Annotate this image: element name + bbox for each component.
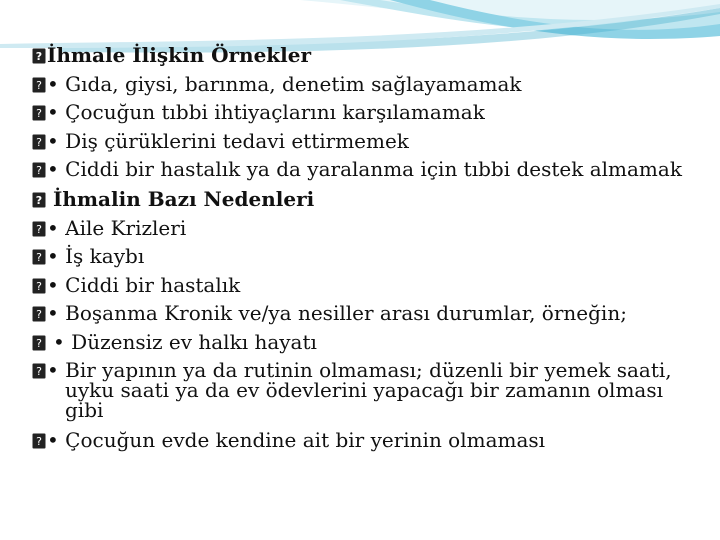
svg-text:?: ? bbox=[36, 336, 42, 350]
list-item-text: • Düzensiz ev halkı hayatı bbox=[53, 329, 317, 354]
svg-text:?: ? bbox=[36, 135, 42, 149]
list-item bbox=[32, 242, 692, 271]
missing-glyph-icon bbox=[32, 249, 46, 265]
list-item bbox=[32, 271, 692, 300]
svg-text:?: ? bbox=[36, 435, 42, 448]
list-item-text: • Gıda, giysi, barınma, denetim sağlayamamak bbox=[47, 71, 522, 96]
missing-glyph-icon bbox=[32, 363, 46, 379]
list-item-text: • İş kaybı bbox=[47, 244, 145, 268]
missing-glyph-icon bbox=[32, 77, 46, 93]
missing-glyph-icon bbox=[32, 306, 46, 322]
missing-glyph-icon bbox=[32, 162, 46, 178]
list-item-text: • Ciddi bir hastalık bbox=[47, 272, 241, 297]
list-item bbox=[32, 328, 692, 357]
svg-text:?: ? bbox=[36, 107, 42, 120]
missing-glyph-icon bbox=[32, 278, 46, 294]
list-item bbox=[32, 426, 692, 455]
missing-glyph-icon bbox=[32, 134, 46, 150]
svg-text:?: ? bbox=[36, 365, 42, 378]
missing-glyph-icon bbox=[32, 48, 46, 64]
svg-text:?: ? bbox=[35, 50, 43, 63]
list-item-text: • Diş çürüklerini tedavi ettirmemek bbox=[47, 128, 409, 153]
list-item-text: • Bir yapının ya da rutinin olmaması; düzenli bir yemek saati, uyku saati ya da ev ödevlerini yapacağı bir zamanın olması gibi bbox=[47, 358, 672, 422]
list-item bbox=[32, 185, 692, 214]
missing-glyph-icon bbox=[32, 192, 46, 208]
section-heading-neglect-causes: İhmalin Bazı Nedenleri bbox=[53, 187, 315, 211]
svg-text:?: ? bbox=[36, 222, 42, 236]
missing-glyph-icon bbox=[32, 335, 46, 351]
svg-text:?: ? bbox=[36, 164, 42, 177]
list-item bbox=[32, 98, 692, 127]
list-item bbox=[32, 127, 692, 156]
list-item-text: • Çocuğun tıbbi ihtiyaçlarını karşılamamak bbox=[47, 100, 485, 124]
list-item-text: • Çocuğun evde kendine ait bir yerinin olmaması bbox=[47, 428, 546, 452]
section-heading-neglect-examples: İhmale İlişkin Örnekler bbox=[47, 43, 312, 67]
svg-text:?: ? bbox=[36, 251, 42, 264]
content-list bbox=[32, 41, 692, 455]
svg-text:?: ? bbox=[36, 308, 42, 321]
missing-glyph-icon bbox=[32, 221, 46, 237]
list-item-text: • Aile Krizleri bbox=[47, 215, 187, 240]
svg-text:?: ? bbox=[36, 279, 42, 293]
list-item bbox=[32, 155, 692, 185]
svg-text:?: ? bbox=[36, 78, 42, 92]
missing-glyph-icon bbox=[32, 433, 46, 449]
list-item bbox=[32, 70, 692, 99]
list-item bbox=[32, 41, 692, 70]
list-item bbox=[32, 356, 692, 426]
list-item-text: • Ciddi bir hastalık ya da yaralanma için tıbbi destek almamak bbox=[47, 157, 682, 181]
svg-text:?: ? bbox=[35, 194, 43, 207]
list-item bbox=[32, 299, 692, 328]
list-item bbox=[32, 214, 692, 243]
missing-glyph-icon bbox=[32, 105, 46, 121]
list-item-text: • Boşanma Kronik ve/ya nesiller arası durumlar, örneğin; bbox=[47, 301, 627, 325]
